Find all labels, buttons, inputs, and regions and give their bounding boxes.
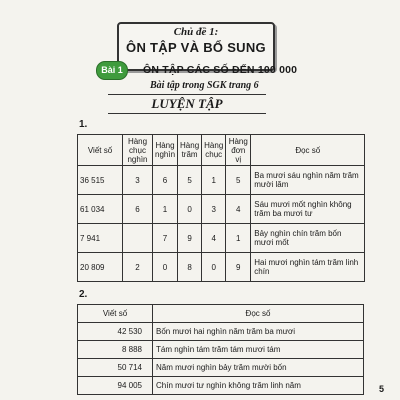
lesson-badge: Bài 1 bbox=[96, 61, 128, 80]
column-header: Hàng đơn vị bbox=[226, 135, 251, 166]
number-reading-table bbox=[77, 304, 364, 395]
table-row bbox=[78, 253, 365, 282]
column-header: Hàng nghìn bbox=[153, 135, 178, 166]
exercise-1-number: 1. bbox=[79, 119, 88, 130]
table-row bbox=[78, 323, 364, 341]
units-digit: 1 bbox=[226, 224, 251, 253]
topic-title: ÔN TẬP VÀ BỔ SUNG bbox=[126, 40, 266, 55]
hundreds-digit: 0 bbox=[178, 195, 202, 224]
topic-label: Chủ đề 1: bbox=[173, 26, 219, 38]
tens-digit: 4 bbox=[202, 224, 226, 253]
table-row bbox=[78, 224, 365, 253]
written-number: 42 530 bbox=[78, 323, 153, 341]
column-header: Đọc số bbox=[251, 135, 365, 166]
number-reading: Sáu mươi mốt nghìn không trăm ba mươi tư bbox=[251, 195, 365, 224]
ten-thousands-digit: 3 bbox=[123, 166, 153, 195]
table-row bbox=[78, 359, 364, 377]
page-number: 5 bbox=[379, 384, 385, 394]
units-digit: 4 bbox=[226, 195, 251, 224]
hundreds-digit: 8 bbox=[178, 253, 202, 282]
column-header: Viết số bbox=[78, 305, 153, 323]
tens-digit: 3 bbox=[202, 195, 226, 224]
column-header: Viết số bbox=[78, 135, 123, 166]
thousands-digit: 7 bbox=[153, 224, 178, 253]
hundreds-digit: 5 bbox=[178, 166, 202, 195]
ten-thousands-digit bbox=[123, 224, 153, 253]
written-number: 94 005 bbox=[78, 377, 153, 395]
number-reading: Chín mươi tư nghìn không trăm linh năm bbox=[153, 377, 364, 395]
written-number: 36 515 bbox=[78, 166, 123, 195]
column-header: Đọc số bbox=[153, 305, 364, 323]
written-number: 20 809 bbox=[78, 253, 123, 282]
table-row bbox=[78, 377, 364, 395]
column-header: Hàng chục bbox=[202, 135, 226, 166]
ten-thousands-digit: 2 bbox=[123, 253, 153, 282]
number-reading: Ba mươi sáu nghìn năm trăm mười lăm bbox=[251, 166, 365, 195]
lesson-subtitle: Bài tập trong SGK trang 6 bbox=[150, 80, 259, 91]
number-reading: Tám nghìn tám trăm tám mươi tám bbox=[153, 341, 364, 359]
thousands-digit: 6 bbox=[153, 166, 178, 195]
number-reading: Bốn mươi hai nghìn năm trăm ba mươi bbox=[153, 323, 364, 341]
written-number: 50 714 bbox=[78, 359, 153, 377]
ten-thousands-digit: 6 bbox=[123, 195, 153, 224]
hundreds-digit: 9 bbox=[178, 224, 202, 253]
number-reading: Bảy nghìn chín trăm bốn mươi mốt bbox=[251, 224, 365, 253]
practice-heading: LUYỆN TẬP bbox=[108, 94, 266, 114]
table-row bbox=[78, 195, 365, 224]
table-header-row bbox=[78, 135, 365, 166]
table-row bbox=[78, 166, 365, 195]
table-row bbox=[78, 341, 364, 359]
number-reading: Năm mươi nghìn bảy trăm mười bốn bbox=[153, 359, 364, 377]
tens-digit: 1 bbox=[202, 166, 226, 195]
column-header: Hàng trăm bbox=[178, 135, 202, 166]
written-number: 7 941 bbox=[78, 224, 123, 253]
units-digit: 9 bbox=[226, 253, 251, 282]
units-digit: 5 bbox=[226, 166, 251, 195]
lesson-title: ÔN TẬP CÁC SỐ ĐẾN 100 000 bbox=[143, 64, 298, 76]
thousands-digit: 0 bbox=[153, 253, 178, 282]
written-number: 61 034 bbox=[78, 195, 123, 224]
written-number: 8 888 bbox=[78, 341, 153, 359]
thousands-digit: 1 bbox=[153, 195, 178, 224]
tens-digit: 0 bbox=[202, 253, 226, 282]
number-reading: Hai mươi nghìn tám trăm linh chín bbox=[251, 253, 365, 282]
exercise-2-number: 2. bbox=[79, 289, 88, 300]
column-header: Hàng chục nghìn bbox=[123, 135, 153, 166]
table-header-row bbox=[78, 305, 364, 323]
place-value-table bbox=[77, 134, 365, 282]
